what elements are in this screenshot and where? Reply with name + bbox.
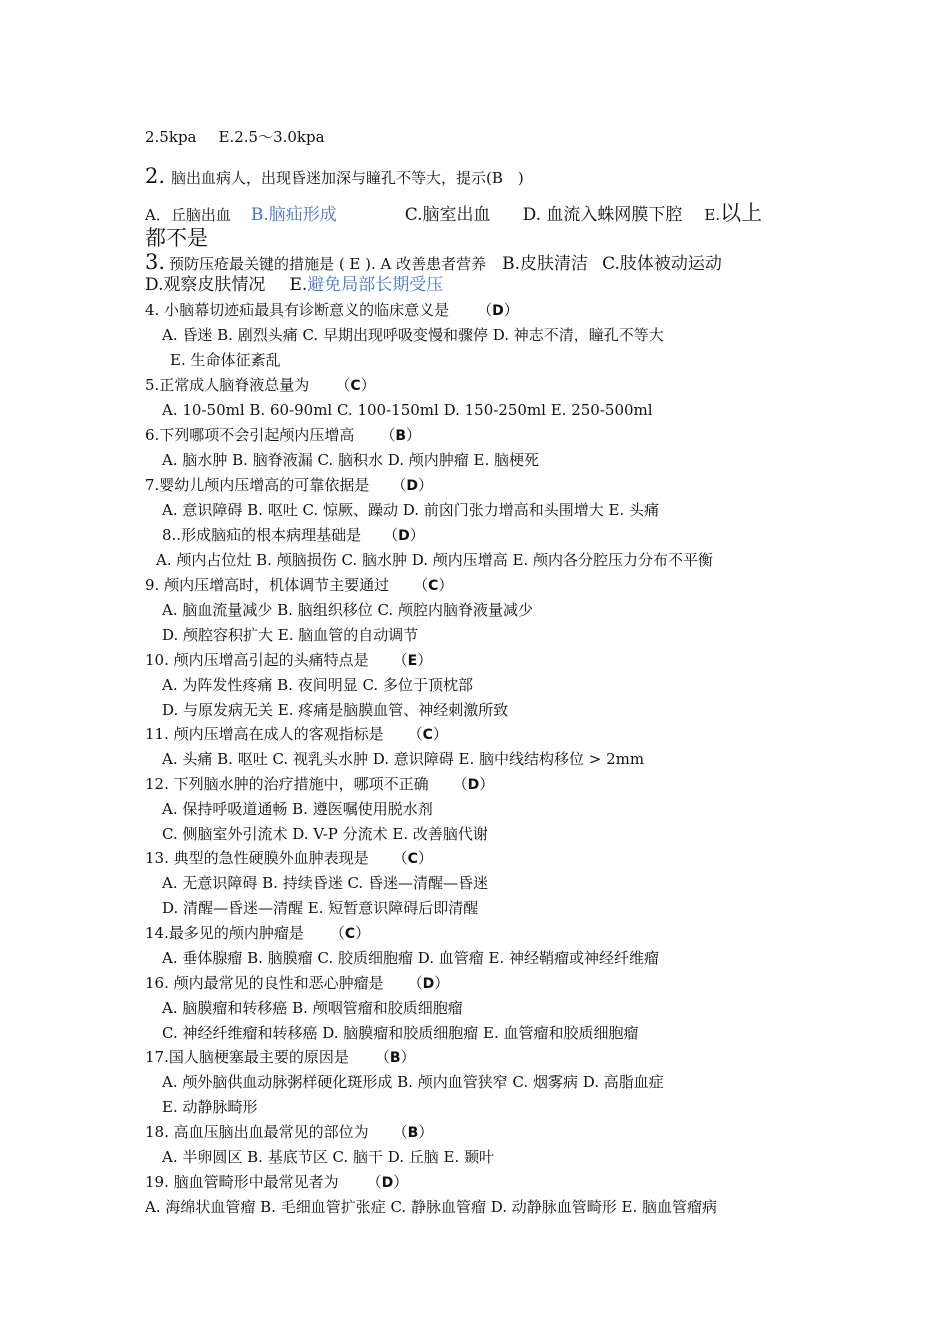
question-10-options-2: D. 与原发病无关 E. 疼痛是脑膜血管、神经刺激所致 (162, 701, 509, 719)
question-18-options: A. 半卵圆区 B. 基底节区 C. 脑干 D. 丘脑 E. 颞叶 (162, 1148, 494, 1166)
question-17-options-2: E. 动静脉畸形 (162, 1098, 258, 1116)
answer: C (422, 727, 433, 743)
question-12-options: A. 保持呼吸道通畅 B. 遵医嘱使用脱水剂 (162, 800, 433, 818)
question-18 (145, 1122, 433, 1143)
question-9-options-2: D. 颅腔容积扩大 E. 脑血管的自动调节 (162, 626, 419, 644)
paren-open: （ (366, 1173, 382, 1191)
option-a: A．丘脑出血 (145, 206, 231, 224)
question-3-options (145, 274, 443, 296)
paren-close: ） (417, 849, 433, 867)
question-12 (145, 774, 494, 795)
question-14-options: A. 垂体腺瘤 B. 脑膜瘤 C. 胶质细胞瘤 D. 血管瘤 E. 神经鞘瘤或神经纤维瘤 (162, 949, 659, 967)
question-4-options: A. 昏迷 B. 剧烈头痛 C. 早期出现呼吸变慢和骤停 D. 神志不清，瞳孔不等大 (162, 326, 664, 344)
question-3 (145, 250, 722, 276)
paren-open: （ (329, 924, 345, 942)
option-e: E.2.5～3.0kpa (218, 128, 325, 146)
question-number: 2. (145, 164, 166, 188)
option-e-answer: 避免局部长期受压 (307, 275, 444, 295)
paren-open: （ (413, 576, 429, 594)
question-10-options: A. 为阵发性疼痛 B. 夜间明显 C. 多位于顶枕部 (162, 676, 473, 694)
answer: D (406, 478, 418, 494)
question-text: 7.婴幼儿颅内压增高的可靠依据是 (145, 476, 370, 494)
paren-open: （ (392, 1123, 408, 1141)
question-text: 5.正常成人脑脊液总量为 (145, 376, 310, 394)
option-c: C.脑室出血 (404, 205, 491, 225)
option-e: E. (704, 206, 721, 224)
question-16-options: A. 脑膜瘤和转移癌 B. 颅咽管瘤和胶质细胞瘤 (162, 999, 463, 1017)
paren-open: （ (335, 376, 351, 394)
answer: D (381, 1175, 394, 1191)
question-text: 8..形成脑疝的根本病理基础是 (162, 526, 362, 544)
question-13 (145, 848, 433, 869)
paren-close: ） (406, 426, 422, 444)
question-text: 脑出血病人，出现昏迷加深与瞳孔不等大，提示(B ) (171, 169, 524, 187)
question-8-options: A. 颅内占位灶 B. 颅脑损伤 C. 脑水肿 D. 颅内压增高 E. 颅内各分腔压力分布不平衡 (156, 551, 713, 569)
option-b: B.皮肤清洁 (502, 254, 589, 274)
question-19-options: A. 海绵状血管瘤 B. 毛细血管扩张症 C. 静脉血管瘤 D. 动静脉血管畸形 E. 脑血管瘤病 (145, 1198, 717, 1216)
paren-open: （ (392, 849, 408, 867)
question-14 (145, 923, 370, 944)
answer: D (398, 528, 410, 544)
option-fragment: 2.5kpa (145, 128, 197, 146)
question-text: 4. 小脑幕切迹疝最具有诊断意义的临床意义是 (145, 301, 450, 319)
option-b-answer: B.脑疝形成 (250, 205, 337, 225)
question-11-options: A. 头痛 B. 呕吐 C. 视乳头水肿 D. 意识障碍 E. 脑中线结构移位 > 2mm (162, 750, 645, 768)
paren-close: ） (355, 924, 371, 942)
question-16 (145, 973, 449, 994)
answer: C (344, 926, 356, 942)
answer: D (492, 303, 504, 319)
question-4-options-2: E. 生命体征紊乱 (170, 351, 281, 369)
answer: B (389, 1050, 401, 1066)
question-6-options: A. 脑水肿 B. 脑脊液漏 C. 脑积水 D. 颅内肿瘤 E. 脑梗死 (162, 451, 539, 469)
question-12-options-2: C. 侧脑室外引流术 D. V-P 分流术 E. 改善脑代谢 (162, 825, 488, 843)
paren-open: （ (391, 476, 407, 494)
paren-open: （ (407, 974, 423, 992)
question-text: 18. 高血压脑出血最常见的部位为 (145, 1123, 369, 1141)
answer: E (407, 653, 418, 669)
paren-open: （ (407, 725, 423, 743)
question-5-options: A. 10-50ml B. 60-90ml C. 100-150ml D. 150-250ml E. 250-500ml (162, 401, 653, 419)
question-4 (145, 300, 519, 321)
paren-open: （ (380, 426, 396, 444)
paren-open: （ (374, 1048, 390, 1066)
paren-close: ） (409, 526, 425, 544)
question-number: 3. (145, 250, 166, 274)
answer: D (422, 976, 435, 992)
question-17-options: A. 颅外脑供血动脉粥样硬化斑形成 B. 颅内血管狭窄 C. 烟雾病 D. 高脂血症 (162, 1073, 664, 1091)
question-text: 9. 颅内压增高时，机体调节主要通过 (145, 576, 390, 594)
question-17 (145, 1047, 416, 1068)
question-text: 12. 下列脑水肿的治疗措施中，哪项不正确 (145, 775, 429, 793)
paren-close: ） (393, 1173, 409, 1191)
answer: D (467, 777, 480, 793)
question-text: 6.下列哪项不会引起颅内压增高 (145, 426, 355, 444)
paren-close: ） (417, 651, 433, 669)
paren-open: （ (477, 301, 493, 319)
question-19 (145, 1172, 408, 1193)
question-5 (145, 375, 376, 396)
question-2-options (145, 202, 762, 226)
line-1 (145, 127, 325, 147)
question-9-options: A. 脑血流量减少 B. 脑组织移位 C. 颅腔内脑脊液量减少 (162, 601, 533, 619)
paren-close: ） (400, 1048, 416, 1066)
question-text: 10. 颅内压增高引起的头痛特点是 (145, 651, 369, 669)
question-text: 预防压疮最关键的措施是 ( E ). A 改善患者营养 (169, 255, 487, 273)
question-9 (145, 575, 453, 596)
question-text: 16. 颅内最常见的良性和恶心肿瘤是 (145, 974, 384, 992)
question-13-options: A. 无意识障碍 B. 持续昏迷 C. 昏迷—清醒—昏迷 (162, 874, 488, 892)
question-6 (145, 425, 421, 446)
paren-close: ） (432, 725, 448, 743)
answer: B (395, 428, 407, 444)
option-c: C.肢体被动运动 (602, 254, 722, 274)
paren-close: ） (503, 301, 519, 319)
question-text: 11. 颅内压增高在成人的客观指标是 (145, 725, 384, 743)
question-2 (145, 163, 524, 191)
option-d: D.观察皮肤情况 (145, 275, 266, 295)
answer: B (407, 1125, 419, 1141)
option-d: D. 血流入蛛网膜下腔 (522, 205, 683, 225)
option-e: E. (289, 275, 308, 295)
question-8 (162, 525, 425, 546)
answer: C (350, 378, 361, 394)
question-11 (145, 724, 448, 745)
question-text: 17.国人脑梗塞最主要的原因是 (145, 1048, 349, 1066)
paren-open: （ (383, 526, 399, 544)
paren-close: ） (360, 376, 376, 394)
question-text: 19. 脑血管畸形中最常见者为 (145, 1173, 339, 1191)
paren-open: （ (452, 775, 468, 793)
question-text: 14.最多见的颅内肿瘤是 (145, 924, 304, 942)
paren-close: ） (438, 576, 454, 594)
question-7 (145, 475, 433, 496)
option-e-text: 以上 (720, 201, 763, 225)
paren-close: ） (434, 974, 450, 992)
paren-close: ） (417, 476, 433, 494)
question-10 (145, 650, 432, 671)
paren-open: （ (392, 651, 408, 669)
answer: C (407, 851, 418, 867)
question-13-options-2: D. 清醒—昏迷—清醒 E. 短暂意识障碍后即清醒 (162, 899, 479, 917)
question-7-options: A. 意识障碍 B. 呕吐 C. 惊厥、躁动 D. 前囟门张力增高和头围增大 E. 头痛 (162, 501, 659, 519)
question-2-options-cont: 都不是 (145, 226, 208, 250)
answer: C (428, 578, 439, 594)
paren-close: ） (479, 775, 495, 793)
question-16-options-2: C. 神经纤维瘤和转移癌 D. 脑膜瘤和胶质细胞瘤 E. 血管瘤和胶质细胞瘤 (162, 1024, 639, 1042)
question-text: 13. 典型的急性硬膜外血肿表现是 (145, 849, 369, 867)
paren-close: ） (418, 1123, 434, 1141)
